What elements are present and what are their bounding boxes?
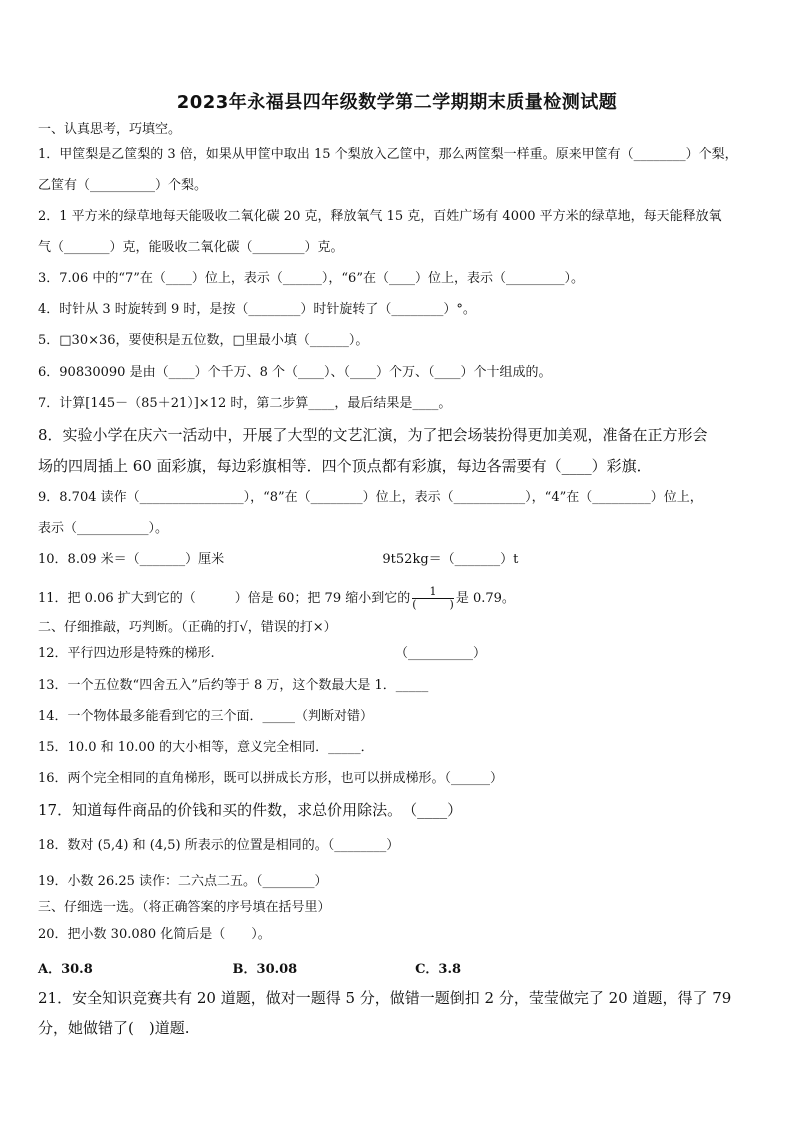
question-8-line-2: 场的四周插上 60 面彩旗，每边彩旗相等．四个顶点都有彩旗，每边各需要有（____）彩旗． bbox=[38, 457, 652, 475]
question-20-options bbox=[38, 958, 461, 977]
question-2-line-1: 2．1 平方米的绿草地每天能吸收二氧化碳 20 克，释放氧气 15 克，百姓广场有 4000 平方米的绿草地，每天能释放氧 bbox=[38, 209, 722, 224]
question-3: 3．7.06 中的“7”在（____）位上，表示（______），“6”在（____）位上，表示（_________）。 bbox=[38, 271, 584, 286]
question-5: 5．□30×36，要使积是五位数，□里最小填（______）。 bbox=[38, 333, 369, 348]
question-13: 13．一个五位数“四舍五入”后约等于 8 万，这个数最大是 1．_____ bbox=[38, 678, 429, 693]
fraction-numerator: 1 bbox=[412, 586, 454, 599]
question-6: 6．90830090 是由（____）个千万、8 个（____）、（____）个万、（____）个十组成的。 bbox=[38, 365, 552, 380]
question-20: 20．把小数 30.080 化简后是（ ）。 bbox=[38, 927, 271, 942]
question-21-line-2: 分，她做错了( )道题. bbox=[38, 1019, 190, 1037]
question-12-text: 12．平行四边形是特殊的梯形. bbox=[38, 646, 215, 661]
question-11-tail: 是 0.79。 bbox=[455, 591, 515, 606]
question-7: 7．计算[145－（85＋21）]×12 时，第二步算____，最后结果是____。 bbox=[38, 396, 452, 411]
question-9-line-1: 9．8.704 读作（________________），“8”在（________）位上，表示（___________），“4”在（_________）位上， bbox=[38, 490, 703, 505]
question-19: 19．小数 26.25 读作：二六点二五。（________） bbox=[38, 874, 328, 889]
question-14: 14．一个物体最多能看到它的三个面．_____（判断对错） bbox=[38, 709, 374, 724]
question-10-weight: 9t52kg＝（_______）t bbox=[382, 552, 519, 567]
question-12-blank: （__________） bbox=[394, 646, 486, 661]
question-12 bbox=[38, 646, 760, 662]
question-8-line-1: 8．实验小学在庆六一活动中，开展了大型的文艺汇演，为了把会场装扮得更加美观，准备在正方形会 bbox=[38, 426, 708, 444]
question-10 bbox=[38, 552, 760, 568]
question-16: 16．两个完全相同的直角梯形，既可以拼成长方形，也可以拼成梯形。（______） bbox=[38, 771, 504, 786]
question-4: 4．时针从 3 时旋转到 9 时，是按（________）时针旋转了（________）°。 bbox=[38, 302, 476, 317]
question-11-fraction bbox=[412, 586, 454, 611]
section-heading-2: 二、仔细推敲，巧判断。（正确的打√，错误的打×） bbox=[38, 620, 337, 635]
question-10-length: 10．8.09 米＝（_______）厘米 bbox=[38, 552, 225, 567]
section-heading-1: 一、认真思考，巧填空。 bbox=[38, 122, 182, 137]
fraction-denominator: ( ) bbox=[412, 598, 454, 611]
question-9-line-2: 表示（___________）。 bbox=[38, 521, 169, 536]
question-15: 15．10.0 和 10.00 的大小相等，意义完全相同．_____． bbox=[38, 740, 374, 755]
question-11 bbox=[38, 586, 760, 611]
option-b: B．30.08 bbox=[232, 962, 298, 977]
question-1-line-1: 1．甲筐梨是乙筐梨的 3 倍，如果从甲筐中取出 15 个梨放入乙筐中，那么两筐梨一样重。原来甲筐有（________）个梨， bbox=[38, 147, 738, 162]
option-a: A．30.8 bbox=[38, 962, 93, 977]
question-11-text: 11．把 0.06 扩大到它的（ ）倍是 60；把 79 缩小到它的 bbox=[38, 591, 411, 606]
question-2-line-2: 气（_______）克，能吸收二氧化碳（________）克。 bbox=[38, 240, 344, 255]
option-c: C．3.8 bbox=[415, 962, 462, 977]
question-18: 18．数对 (5,4) 和 (4,5) 所表示的位置是相同的。（________） bbox=[38, 838, 400, 853]
question-1-line-2: 乙筐有（__________）个梨。 bbox=[38, 178, 208, 193]
question-21-line-1: 21．安全知识竞赛共有 20 道题，做对一题得 5 分，做错一题倒扣 2 分，莹莹做完了 20 道题，得了 79 bbox=[38, 989, 732, 1007]
question-17: 17．知道每件商品的价钱和买的件数，求总价用除法。 （____） bbox=[38, 801, 463, 819]
page-title: 2023年永福县四年级数学第二学期期末质量检测试题 bbox=[176, 92, 618, 113]
section-heading-3: 三、仔细选一选。（将正确答案的序号填在括号里） bbox=[38, 900, 331, 915]
